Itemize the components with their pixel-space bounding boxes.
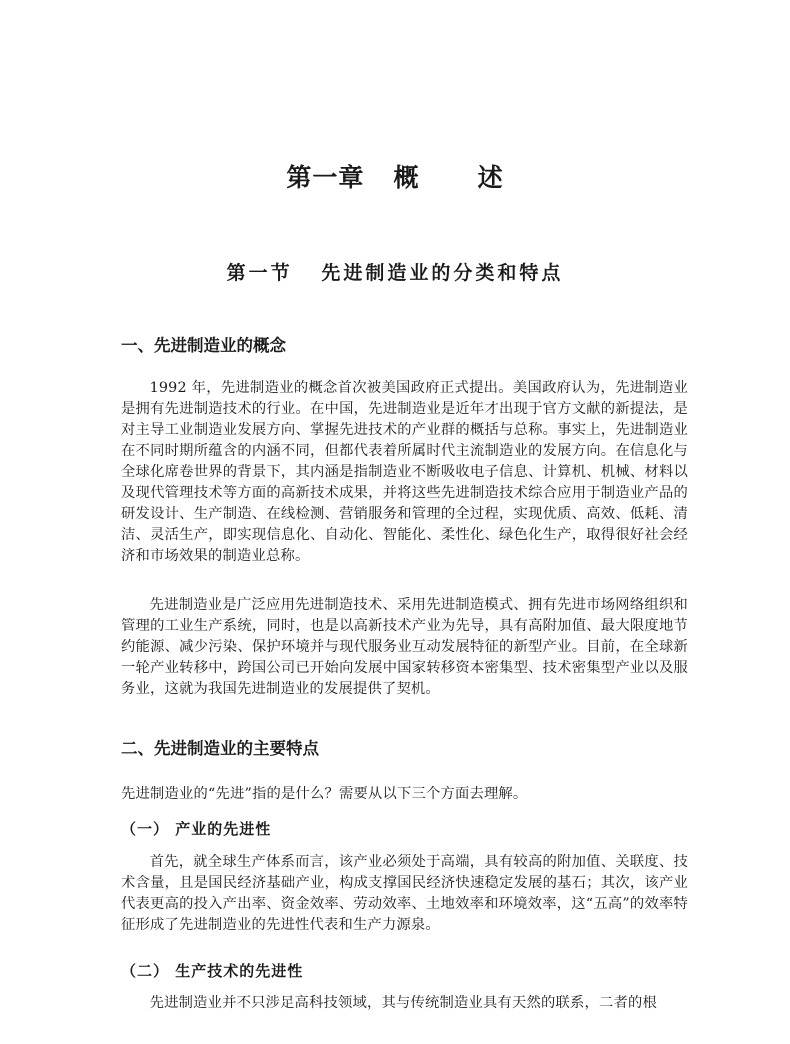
heading-concept: 一、先进制造业的概念 bbox=[121, 336, 286, 355]
paragraph-text: 先进制造业并不只涉足高科技领域，其与传统制造业具有天然的联系，二者的根 bbox=[149, 995, 657, 1011]
subheading-industry: （一） 产业的先进性 bbox=[121, 820, 272, 838]
section-title: 第一节 先进制造业的分类和特点 bbox=[226, 262, 564, 284]
paragraph-industry bbox=[121, 852, 688, 936]
paragraph-text: 首先，就全球生产体系而言，该产业必须处于高端，具有较高的附加值、关联度、技术含量，且是国民经济基础产业，构成支撑国民经济快速稳定发展的基石；其次，该产业代表更高的投入产出率、资金效率、劳动效率、土地效率和环境效率，这“五高”的效率特征形成了先进制造业的先进性代表和生产力源泉。 bbox=[121, 854, 688, 933]
paragraph-text: 先进制造业是广泛应用先进制造技术、采用先进制造模式、拥有先进市场网络组织和管理的工业生产系统，同时，也是以高新技术产业为先导，具有高附加值、最大限度地节约能源、减少污染、保护环境并与现代服务业互动发展特征的新型产业。目前，在全球新一轮产业转移中，跨国公司已开始向发展中国家转移资本密集型、技术密集型产业以及服务业，这就为我国先进制造业的发展提供了契机。 bbox=[121, 597, 688, 697]
subheading-technology: （二） 生产技术的先进性 bbox=[121, 962, 304, 980]
paragraph-concept-2 bbox=[121, 595, 688, 700]
heading-features: 二、先进制造业的主要特点 bbox=[121, 739, 319, 758]
paragraph-features-intro bbox=[121, 784, 688, 805]
paragraph-technology bbox=[121, 993, 688, 1014]
paragraph-concept-1 bbox=[121, 378, 688, 567]
paragraph-text: 1992 年，先进制造业的概念首次被美国政府正式提出。美国政府认为，先进制造业是拥有先进制造技术的行业。在中国，先进制造业是近年才出现于官方文献的新提法，是对主导工业制造业发展方向、掌握先进技术的产业群的概括与总称。事实上，先进制造业在不同时期所蕴含的内涵不同，但都代表着所属时代主流制造业的发展方向。在信息化与全球化席卷世界的背景下，其内涵是指制造业不断吸收电子信息、计算机、机械、材料以及现代管理技术等方面的高新技术成果，并将这些先进制造技术综合应用于制造业产品的研发设计、生产制造、在线检测、营销服务和管理的全过程，实现优质、高效、低耗、清洁、灵活生产，即实现信息化、自动化、智能化、柔性化、绿色化生产，取得很好社会经济和市场效果的制造业总称。 bbox=[121, 380, 688, 564]
paragraph-text: 先进制造业的“先进”指的是什么？需要从以下三个方面去理解。 bbox=[121, 786, 528, 802]
chapter-title: 第一章 概 述 bbox=[286, 163, 504, 192]
